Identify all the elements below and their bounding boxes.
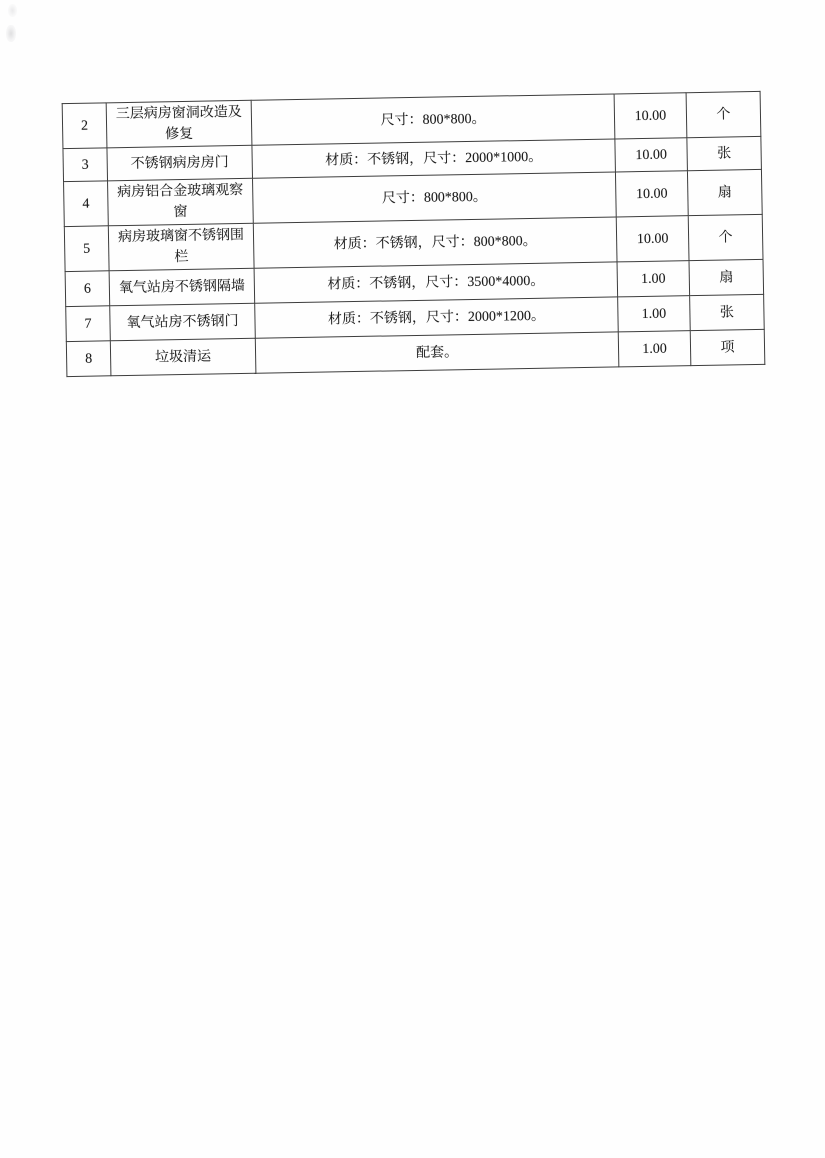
cell-seq: 6: [65, 271, 110, 307]
cell-spec: 材质：不锈钢，尺寸：800*800。: [253, 217, 617, 268]
cell-unit: 个: [686, 91, 761, 137]
items-table-container: [62, 91, 765, 377]
cell-spec: 尺寸：800*800。: [253, 172, 617, 223]
cell-qty: 10.00: [615, 171, 688, 217]
cell-name: 不锈钢病房房门: [107, 145, 253, 181]
scan-artifact: [8, 4, 17, 17]
cell-name: 氧气站房不锈钢隔墙: [109, 268, 255, 306]
cell-seq: 3: [63, 148, 108, 182]
cell-qty: 1.00: [618, 296, 691, 332]
cell-qty: 1.00: [617, 261, 690, 297]
cell-name: 三层病房窗洞改造及修复: [106, 100, 252, 148]
cell-spec: 配套。: [255, 332, 619, 373]
cell-qty: 10.00: [615, 138, 688, 172]
cell-unit: 项: [690, 329, 765, 365]
cell-name: 垃圾清运: [110, 338, 256, 376]
cell-qty: 10.00: [614, 93, 687, 139]
items-table: [62, 91, 766, 377]
cell-name: 病房玻璃窗不锈钢围栏: [108, 223, 254, 271]
cell-spec: 材质：不锈钢，尺寸：2000*1200。: [255, 297, 619, 338]
cell-spec: 材质：不锈钢，尺寸：3500*4000。: [254, 262, 618, 303]
scan-artifact: [6, 25, 16, 42]
cell-unit: 张: [687, 136, 762, 170]
cell-qty: 1.00: [618, 331, 691, 367]
cell-unit: 个: [688, 214, 763, 260]
cell-seq: 2: [62, 103, 107, 149]
cell-name: 病房铝合金玻璃观察窗: [108, 178, 254, 226]
cell-seq: 4: [64, 181, 109, 227]
cell-seq: 7: [66, 306, 111, 342]
cell-spec: 尺寸：800*800。: [251, 94, 615, 145]
cell-seq: 5: [64, 226, 109, 272]
cell-seq: 8: [66, 341, 111, 377]
cell-unit: 扇: [687, 169, 762, 215]
cell-unit: 扇: [689, 259, 764, 295]
cell-unit: 张: [690, 294, 765, 330]
cell-qty: 10.00: [616, 216, 689, 262]
cell-name: 氧气站房不锈钢门: [110, 303, 256, 341]
cell-spec: 材质：不锈钢，尺寸：2000*1000。: [252, 139, 616, 178]
